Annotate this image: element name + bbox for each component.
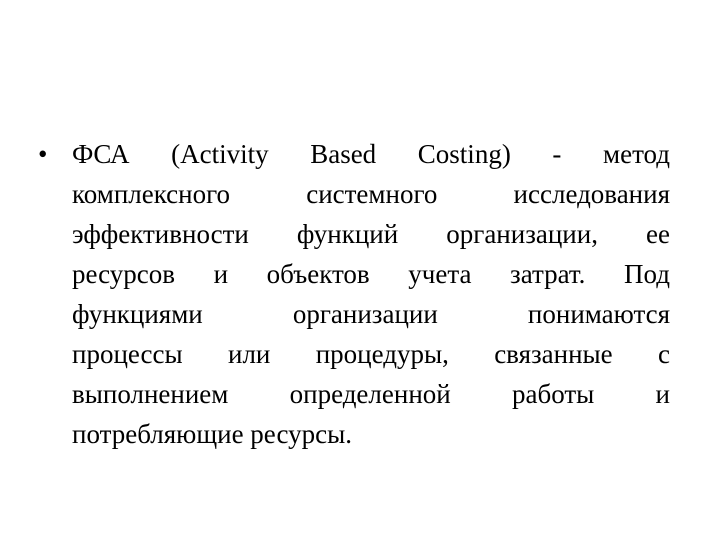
paragraph-text [72, 134, 670, 454]
text-line: ресурсов и объектов учета затрат. Под [72, 259, 670, 289]
text-line: выполнением определенной работы и [72, 379, 670, 409]
text-line: процессы или процедуры, связанные с [72, 339, 670, 369]
text-line: комплексного системного исследования [72, 179, 670, 209]
text-line: эффективности функций организации, ее [72, 219, 670, 249]
bullet-paragraph [36, 134, 670, 454]
text-line: ФСА (Activity Based Costing) - метод [72, 139, 670, 169]
text-line: потребляющие ресурсы. [72, 419, 352, 449]
text-line: функциями организации понимаются [72, 299, 670, 329]
bullet-icon: • [38, 139, 48, 169]
